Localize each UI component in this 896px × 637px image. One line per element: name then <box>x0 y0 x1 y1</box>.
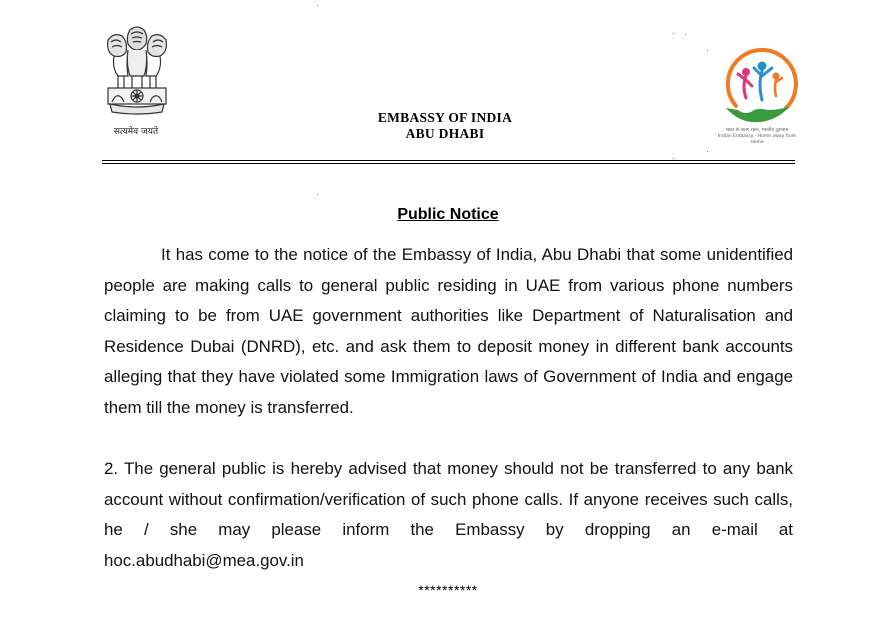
scan-speck <box>707 151 708 152</box>
scan-speck <box>685 34 686 35</box>
header-rule-bottom <box>102 163 795 164</box>
scan-speck <box>317 5 318 6</box>
logo-caption-english: Indian Embassy · Home away from Home <box>717 134 797 145</box>
emblem-motto: सत्यमेव जयते <box>113 127 159 137</box>
end-marker: ********** <box>418 582 478 598</box>
home-away-logo-icon <box>716 46 800 128</box>
scan-speck <box>317 194 318 195</box>
embassy-name: EMBASSY OF INDIA <box>377 110 513 125</box>
scan-speck <box>707 50 708 51</box>
logo-caption <box>712 128 802 146</box>
scan-speck <box>673 158 674 159</box>
lion-capital-icon <box>100 24 174 124</box>
notice-title: Public Notice <box>397 206 499 223</box>
header-rule-top <box>102 160 795 161</box>
notice-paragraph-2: 2. The general public is hereby advised that money should not be transferred to any bank account without confirmation/verification of such phone calls. If anyone receives such calls, he / she may please inform the Embassy by dropping an e-mail at hoc.abudhabi@mea.gov.in <box>104 459 793 570</box>
notice-paragraph-1: It has come to the notice of the Embassy of India, Abu Dhabi that some unidentified people are making calls to general public residing in UAE from various phone numbers claiming to be from UAE government authorities like Department of Naturalisation and Residence Dubai (DNRD), etc. and ask them to deposit money in different bank accounts alleging that they have violated some Immigration laws of Government of India and engage them till the money is transferred. <box>104 245 793 417</box>
embassy-header <box>360 110 530 142</box>
logo-caption-hindi: भारत से अलग रहना, भारतीय दूतावास <box>725 128 789 133</box>
embassy-city: ABU DHABI <box>405 126 485 141</box>
scan-speck <box>673 33 674 34</box>
